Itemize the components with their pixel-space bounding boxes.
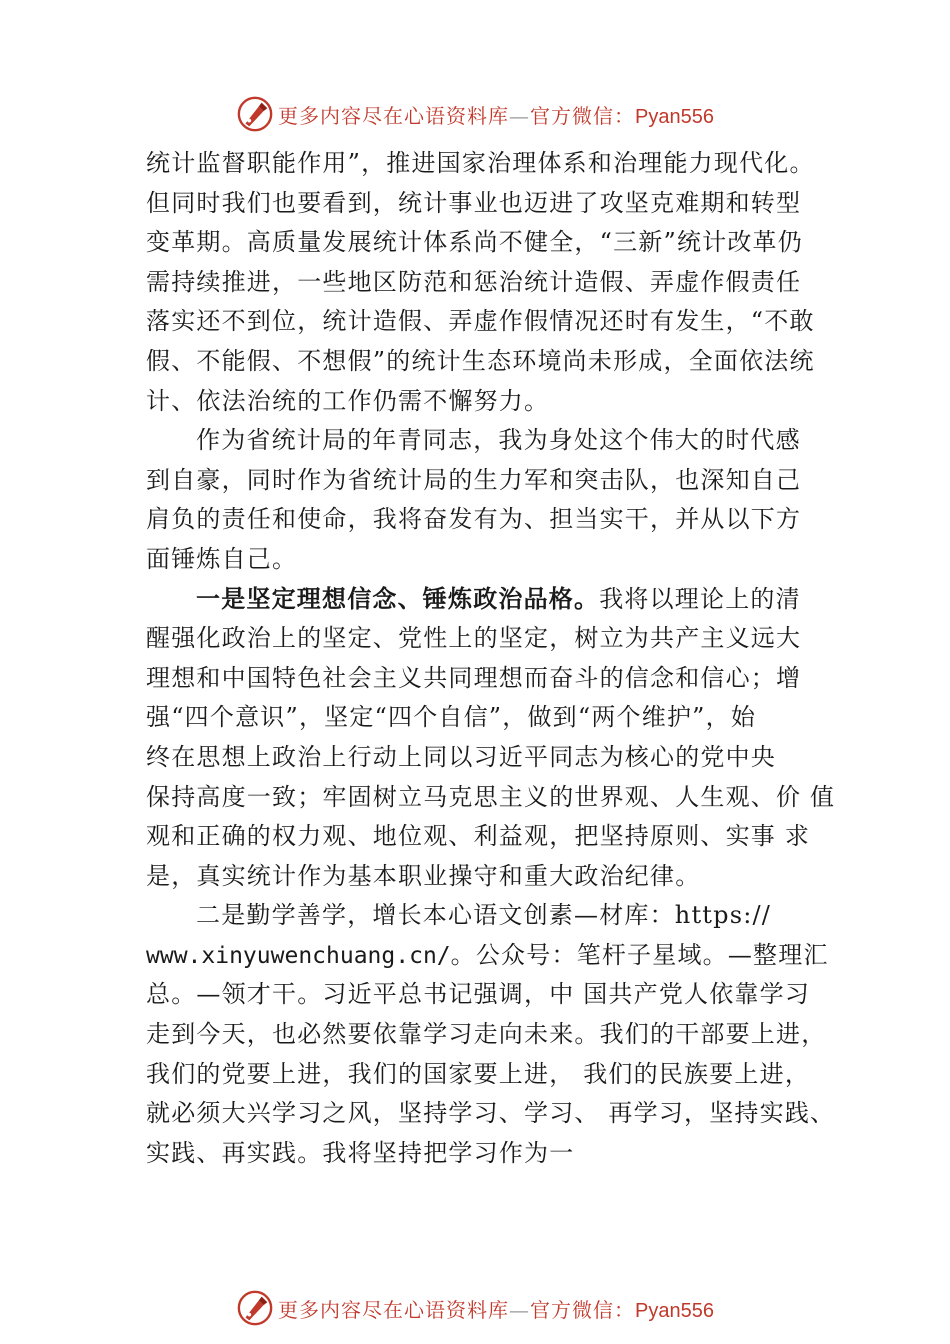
text-line: 总。—领才干。习近平总书记强调，中 国共产党人依靠学习 [146,980,811,1009]
footer-banner [0,1288,950,1328]
text-line: 理想和中国特色社会主义共同理想而奋斗的信念和信心；增 [146,663,802,692]
banner-text: 更多内容尽在心语资料库—官方微信：Pyan556 [278,103,714,128]
pen-nib-logo-icon [236,1289,274,1327]
text-line: 落实还不到位，统计造假、弄虚作假情况还时有发生，“不敢 [146,307,815,336]
document-body [146,144,836,1173]
text-line: 肩负的责任和使命，我将奋发有为、担当实干，并从以下方 [146,505,802,534]
text-line: 假、不能假、不想假”的统计生态环境尚未形成，全面依法统 [146,346,815,375]
text-line: 走到今天，也必然要依靠学习走向未来。我们的干部要上进， [146,1020,827,1049]
text-line: 是，真实统计作为基本职业操守和重大政治纪律。 [146,861,701,890]
text-line: www.xinyuwenchuang.cn/。公众号：笔杆子星域。—整理汇 [146,940,829,969]
text-line: 实践、再实践。我将坚持把学习作为一 [146,1138,575,1167]
text-line: 一是坚定理想信念、锤炼政治品格。我将以理论上的清 [196,584,801,613]
text-line: 变革期。高质量发展统计体系尚不健全，“三新”统计改革仍 [146,228,803,257]
text-line: 就必须大兴学习之风，坚持学习、学习、 再学习，坚持实践、 [146,1099,836,1128]
section-heading: 一是坚定理想信念、锤炼政治品格。 [196,584,600,613]
text-line: 保持高度一致；牢固树立马克思主义的世界观、人生观、价 值 [146,782,836,811]
text-line: 但同时我们也要看到，统计事业也迈进了攻坚克难期和转型 [146,188,802,217]
text-line: 醒强化政治上的坚定、党性上的坚定，树立为共产主义远大 [146,624,802,653]
text-line: 到自豪，同时作为省统计局的生力军和突击队，也深知自己 [146,465,802,494]
text-line: 作为省统计局的年青同志，我为身处这个伟大的时代感 [196,426,801,455]
banner-text: 更多内容尽在心语资料库—官方微信：Pyan556 [278,1297,714,1322]
text-line: 强“四个意识”，坚定“四个自信”，做到“两个维护”，始 [146,703,757,732]
text-line: 需持续推进，一些地区防范和惩治统计造假、弄虚作假责任 [146,267,802,296]
text-line: 终在思想上政治上行动上同以习近平同志为核心的党中央 [146,742,776,771]
text-line: 观和正确的权力观、地位观、利益观，把坚持原则、实事 求 [146,822,811,851]
website-url: www.xinyuwenchuang.cn/ [146,942,451,969]
text-line: 二是勤学善学，增长本心语文创素—材库：https:// [196,901,772,930]
text-line: 面锤炼自己。 [146,544,298,573]
text-line: 统计监督职能作用”，推进国家治理体系和治理能力现代化。 [146,149,815,177]
pen-nib-logo-icon [236,95,274,133]
text-line: 我们的党要上进，我们的国家要上进， 我们的民族要上进， [146,1059,811,1088]
text-line: 计、依法治统的工作仍需不懈努力。 [146,386,550,415]
header-banner [0,94,950,134]
